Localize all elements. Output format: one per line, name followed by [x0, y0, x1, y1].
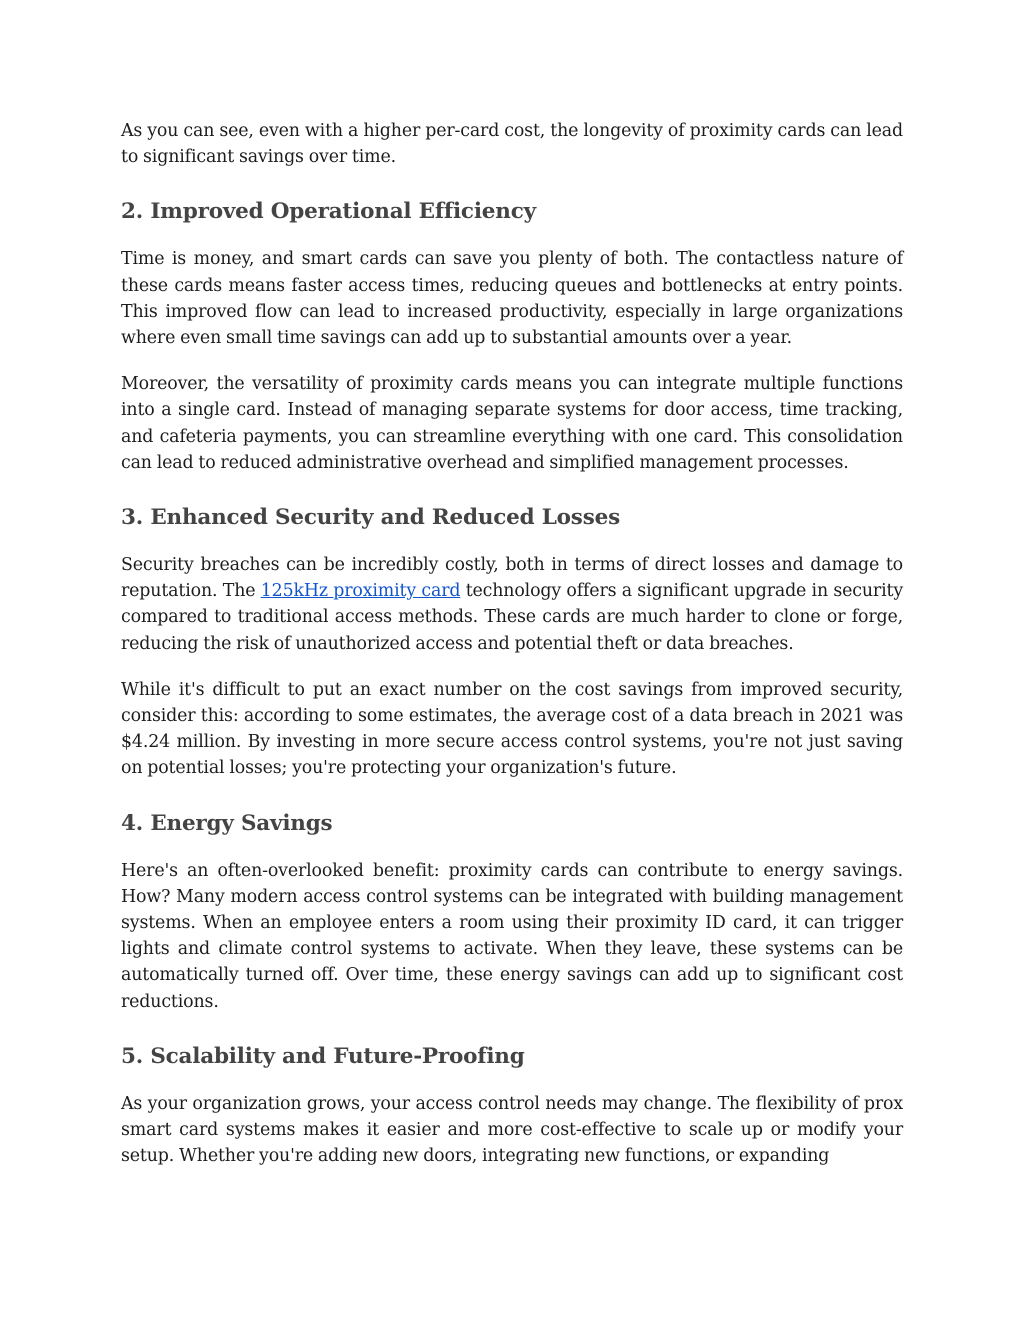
section-heading-energy-savings: 4. Energy Savings: [121, 810, 333, 836]
efficiency-paragraph-1: Time is money, and smart cards can save you plenty of both. The contactless nature of these cards means faster access times, reducing queues and bottlenecks at entry points. This improved flow can lead to increased productivity, especially in large organizations where even small time savings can add up to substantial amounts over a year.: [121, 249, 903, 349]
security-paragraph-1-lead: Security breaches can be incredibly costly, both in terms of direct losses and damage to reputation. The: [121, 555, 903, 602]
document-page: [121, 118, 903, 1169]
security-paragraph-1: [121, 552, 903, 657]
scalability-paragraph-1: As your organization grows, your access control needs may change. The flexibility of prox smart card systems makes it easier and more cost-effective to scale up or modify your setup. Whether you're adding new doors, integrating new functions, or expanding: [121, 1093, 903, 1167]
section-heading-operational-efficiency: 2. Improved Operational Efficiency: [121, 199, 536, 225]
security-paragraph-1-tail: technology offers a significant upgrade in security compared to traditional access methods. These cards are much harder to clone or forge, reducing the risk of unauthorized access and potential theft or data breaches.: [121, 581, 903, 654]
security-paragraph-2: While it's difficult to put an exact number on the cost savings from improved security, consider this: according to some estimates, the average cost of a data breach in 2021 was $4.24 million. By investing in more secure access control systems, you're not just saving on potential losses; you're protecting your organization's future.: [121, 679, 903, 779]
energy-paragraph-1: Here's an often-overlooked benefit: proximity cards can contribute to energy savings. How? Many modern access control systems can be integrated with building management systems. When an employee enters a room using their proximity ID card, it can trigger lights and climate control systems to activate. When they leave, these systems can be automatically turned off. Over time, these energy savings can add up to significant cost reductions.: [121, 860, 903, 1012]
efficiency-paragraph-2: Moreover, the versatility of proximity cards means you can integrate multiple functions into a single card. Instead of managing separate systems for door access, time tracking, and cafeteria payments, you can streamline everything with one card. This consolidation can lead to reduced administrative overhead and simplified management processes.: [121, 374, 903, 473]
intro-paragraph: As you can see, even with a higher per-card cost, the longevity of proximity cards can lead to significant savings over time.: [121, 121, 903, 168]
section-heading-enhanced-security: 3. Enhanced Security and Reduced Losses: [121, 505, 620, 531]
proximity-card-link[interactable]: 125kHz proximity card: [260, 581, 461, 602]
section-heading-scalability: 5. Scalability and Future-Proofing: [121, 1043, 525, 1069]
